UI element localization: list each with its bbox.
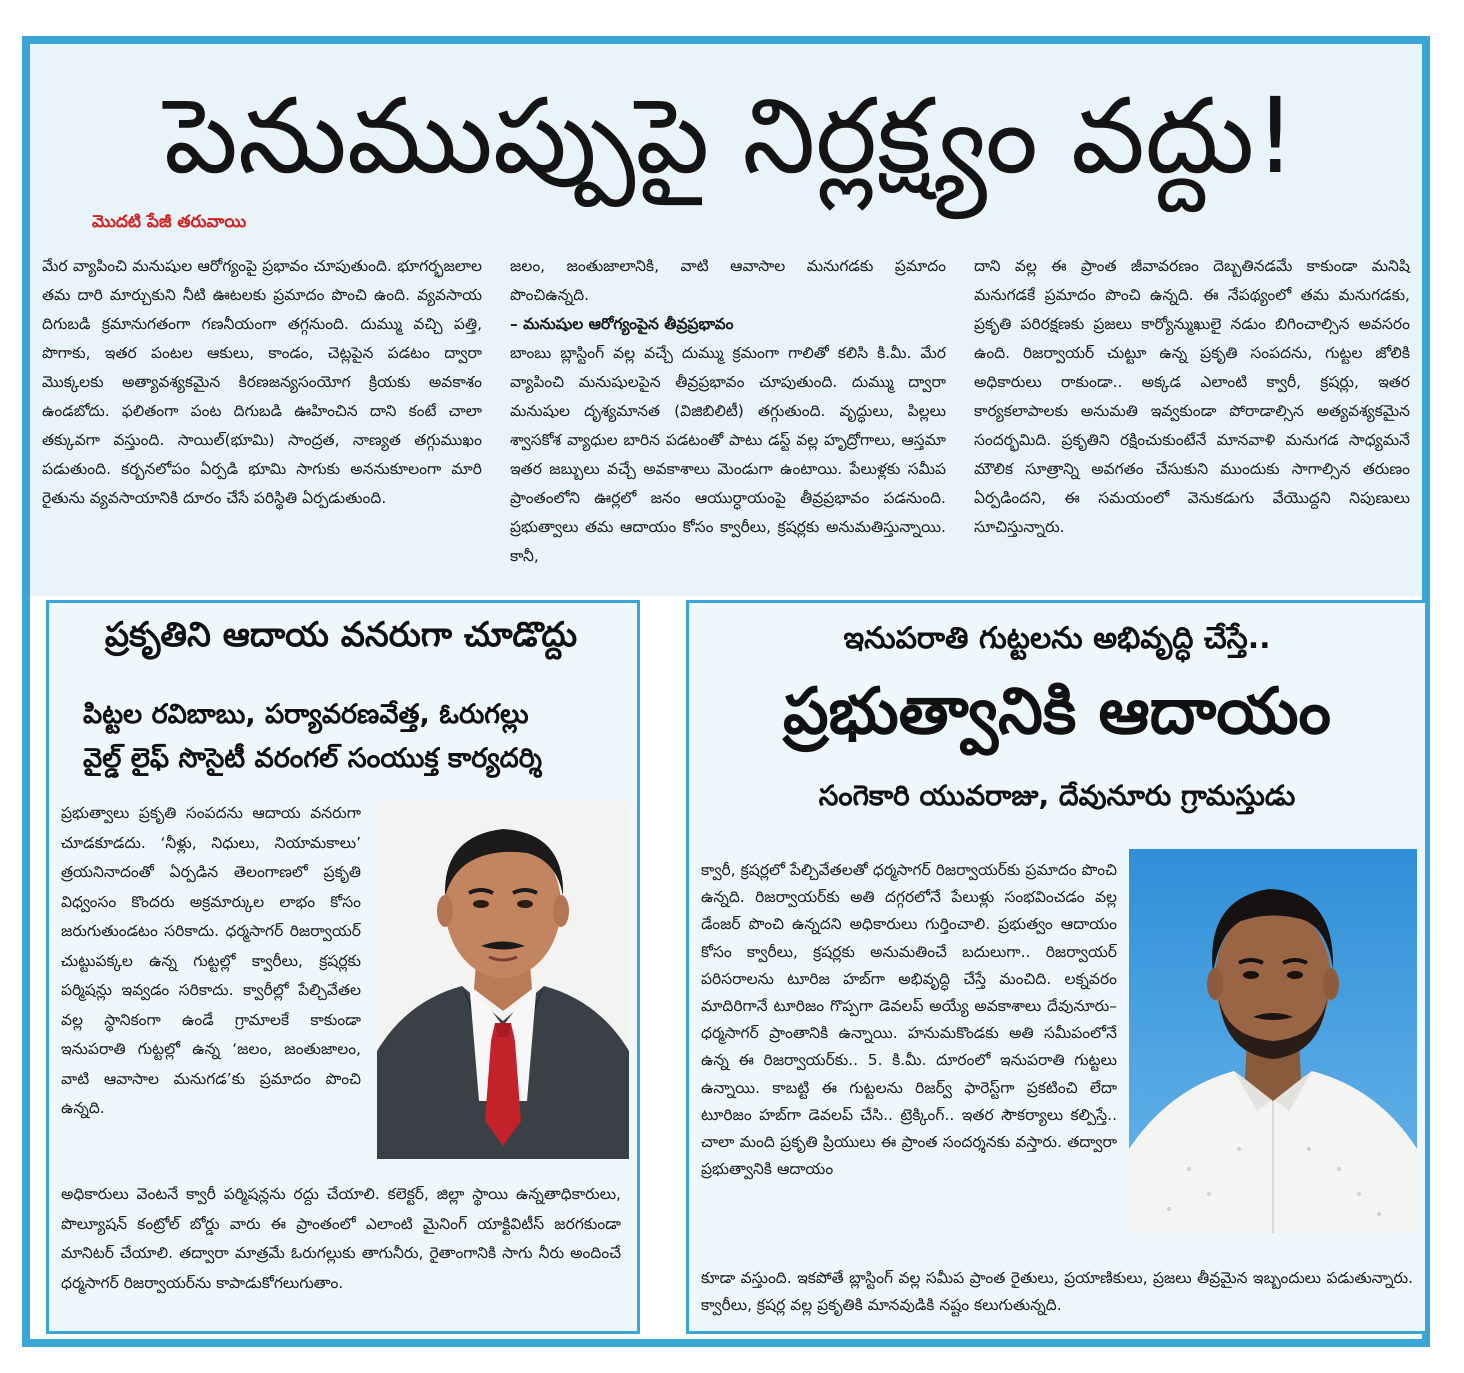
left-box-author-line2: వైల్డ్ లైఫ్ సొసైటీ వరంగల్ సంయుక్త కార్యదర్శి bbox=[83, 743, 542, 774]
interview-box-right bbox=[686, 600, 1428, 1334]
lead-column-2 bbox=[510, 252, 946, 571]
headline: పెనుముప్పుపై నిర్లక్ష్యం వద్దు! bbox=[163, 75, 1297, 197]
portrait-photo-left bbox=[377, 801, 629, 1159]
interview-box-left bbox=[46, 600, 640, 1334]
left-box-text-side: ప్రభుత్వాలు ప్రకృతి సంపదను ఆదాయ వనరుగా చూడకూడదు. ‘నీళ్లు, నిధులు, నియామకాలు’ త్రయనినాదంతో ఏర్పడిన తెలంగాణలో ప్రకృతి విధ్వంసం కొందరు అక్రమార్కుల లాభం కోసం జరుగుతుండటం సరికాదు. ధర్మసాగర్ రిజర్వాయర్ చుట్టుపక్కల ఉన్న గుట్టల్లో క్వారీలు, క్రషర్లకు పర్మిషన్లు ఇవ్వడం సరికాదు. క్వారీల్లో పేల్చివేతల వల్ల స్థానికంగా ఉండే గ్రామాలకే కాకుండా ఇనుపరాతి గుట్టల్లో ఉన్న ‘జలం, జంతుజాలం, వాటి ఆవాసాల మనుగడ’కు ప్రమాదం పొంచి ఉన్నది. bbox=[61, 804, 361, 1117]
portrait-photo-right bbox=[1129, 849, 1417, 1233]
right-box-text-side: క్వారీ, క్రషర్లలో పేల్చివేతలతో ధర్మసాగర్ రిజర్వాయర్‌కు ప్రమాదం పొంచి ఉన్నది. రిజర్వాయర్‌కు అతి దగ్గరలోనే పేలుళ్లు సంభవించడం వల్ల డేంజర్ పొంచి ఉన్నదని అధికారులు గుర్తించాలి. ప్రభుత్వం ఆదాయం కోసం క్వారీలు, క్రషర్లకు అనుమతించే బదులుగా.. రిజర్వాయర్ పరిసరాలను టూరిజ హబ్‌గా అభివృద్ధి చేస్తే మంచిది. లక్నవరం మాదిరిగానే టూరిజం గొప్పగా డెవలప్ అయ్యే అవకాశాలు దేవునూరు–ధర్మసాగర్ ప్రాంతానికి ఉన్నాయి. హనుమకొండకు అతి సమీపంలోనే ఉన్న ఈ రిజర్వాయర్‌కు.. 5. కి.మీ. దూరంలో ఇనుపరాతి గుట్టలు ఉన్నాయి. కాబట్టి ఈ గుట్టలను రిజర్వ్ ఫారెస్ట్‌గా ప్రకటించి లేదా టూరిజం హబ్‌గా డెవలప్ చేసి.. ట్రెక్కింగ్.. ఇతర సౌకర్యాలు కల్పిస్తే.. చాలా మంది ప్రకృతి ప్రియులు ఈ ప్రాంత సందర్శనకు వస్తారు. తద్వారా ప్రభుత్వానికి ఆదాయం bbox=[701, 861, 1117, 1179]
portrait-right-image bbox=[1129, 849, 1417, 1233]
lead-column-3-text: దాని వల్ల ఈ ప్రాంత జీవావరణం దెబ్బతినడమే కాకుండా మనిషి మనుగడకే ప్రమాదం పొంచి ఉన్నది. ఈ నేపథ్యంలో తమ మనుగడకు, ప్రకృతి పరిరక్షణకు ప్రజలు కార్యోన్ముఖులై నడుం బిగించాల్సిన అవసరం ఉంది. రిజర్వాయర్ చుట్టూ ఉన్న ప్రకృతి సంపదను, గుట్టల జోలికి అధికారులు రాకుండా.. అక్కడ ఎలాంటి క్వారీ, క్రషర్లు, ఇతర కార్యకలాపాలకు అనుమతి ఇవ్వకుండా పోరాడాల్సిన అత్యవశ్యకమైన సందర్భమిది. ప్రకృతిని రక్షించుకుంటేనే మానవాళి మనుగడ సాధ్యమనే మౌలిక సూత్రాన్ని అవగతం చేసుకుని ముందుకు సాగాల్సిన తరుణం ఏర్పడిందని, ఈ సమయంలో వెనుకడుగు వేయొద్దని నిపుణులు సూచిస్తున్నారు. bbox=[974, 257, 1410, 536]
right-box-title: ప్రభుత్వానికి ఆదాయం bbox=[783, 675, 1331, 749]
page-frame bbox=[22, 36, 1430, 1347]
left-box-title: ప్రకృతిని ఆదాయ వనరుగా చూడొద్దు bbox=[104, 615, 578, 655]
right-box-author: సంగెకారి యువరాజు, దేవునూరు గ్రామస్తుడు bbox=[818, 779, 1296, 812]
right-box-kicker: ఇనుపరాతి గుట్టలను అభివృద్ధి చేస్తే.. bbox=[843, 621, 1271, 656]
portrait-left-image bbox=[377, 801, 629, 1159]
left-box-text-bottom: అధికారులు వెంటనే క్వారీ పర్మిషన్లను రద్దు చేయాలి. కలెక్టర్, జిల్లా స్థాయి ఉన్నతాధికారులు, పొల్యూషన్ కంట్రోల్ బోర్డు వారు ఈ ప్రాంతంలో ఎలాంటి మైనింగ్ యాక్టివిటీస్ జరగకుండా మానిటర్ చేయాలి. తద్వారా మాత్రమే ఓరుగల్లుకు తాగునీరు, రైతాంగానికి సాగు నీరు అందించే ధర్మసాగర్ రిజర్వాయర్‌ను కాపాడుకోగలుగుతాం. bbox=[61, 1185, 621, 1292]
lead-column-2-intro: జలం, జంతుజాలానికి, వాటి ఆవాసాల మనుగడకు ప్రమాదం పొంచిఉన్నది. bbox=[510, 257, 946, 304]
left-box-author-line1: పిట్టల రవిబాబు, పర్యావరణవేత్త, ఓరుగల్లు bbox=[83, 699, 529, 730]
left-box-author bbox=[83, 693, 623, 781]
lead-column-2-body: బాంబు బ్లాస్టింగ్ వల్ల వచ్చే దుమ్ము క్రమంగా గాలితో కలిసి కి.మీ. మేర వ్యాపించి మనుషులపైన తీవ్రప్రభావం చూపుతుంది. దుమ్ము ద్వారా మనుషుల దృశ్యమానత (విజిబిలిటీ) తగ్గుతుంది. వృద్ధులు, పిల్లలు శ్వాసకోశ వ్యాధుల బారిన పడటంతో పాటు డస్ట్ వల్ల హృద్రోగాలు, ఆస్తమా ఇతర జబ్బులు వచ్చే అవకాశాలు మెండుగా ఉంటాయి. పేలుళ్లకు సమీప ప్రాంతంలోని ఊర్లలో జనం ఆయుర్ధాయంపై తీవ్రప్రభావం పడనుంది. ప్రభుత్వాలు తమ ఆదాయం కోసం క్వారీలు, క్రషర్లకు అనుమతిస్తున్నాయి. కానీ, bbox=[510, 344, 946, 565]
lead-column-3 bbox=[974, 252, 1410, 542]
continued-note: మొదటి పేజీ తరువాయి bbox=[92, 212, 247, 232]
lead-article bbox=[30, 44, 1422, 596]
lead-column-1-text: మేర వ్యాపించి మనుషుల ఆరోగ్యంపై ప్రభావం చూపుతుంది. భూగర్భజలాల తమ దారి మార్చుకుని నీటి ఊటలకు ప్రమాదం పొంచి ఉంది. వ్యవసాయ దిగుబడి క్రమానుగతంగా గణనీయంగా తగ్గనుంది. దుమ్ము వచ్చి పత్తి, పొగాకు, ఇతర పంటల ఆకులు, కాండం, చెట్లపైన పడటం ద్వారా మొక్కలకు అత్యావశ్యకమైన కిరణజన్యసంయోగ క్రియకు అవకాశం ఉండబోదు. ఫలితంగా పంట దిగుబడి ఊహించిన దాని కంటే చాలా తక్కువగా వస్తుంది. సాయిల్(భూమి) సాంద్రత, నాణ్యత తగ్గుముఖం పడుతుంది. కర్బనలోపం ఏర్పడి భూమి సాగుకు అననుకూలంగా మారి రైతును వ్యవసాయానికి దూరం చేసే పరిస్థితి ఏర్పడుతుంది. bbox=[42, 257, 482, 507]
right-box-text-bottom: కూడా వస్తుంది. ఇకపోతే బ్లాస్టింగ్ వల్ల సమీప ప్రాంత రైతులు, ప్రయాణికులు, ప్రజలు తీవ్రమైన ఇబ్బందులు పడుతున్నారు. క్వారీలు, క్రషర్ల వల్ల ప్రకృతికి మానవుడికి నష్టం కలుగుతున్నది. bbox=[701, 1269, 1413, 1315]
lead-column-1 bbox=[42, 252, 482, 513]
lead-subhead: – మనుషుల ఆరోగ్యంపైన తీవ్రప్రభావం bbox=[510, 315, 734, 333]
